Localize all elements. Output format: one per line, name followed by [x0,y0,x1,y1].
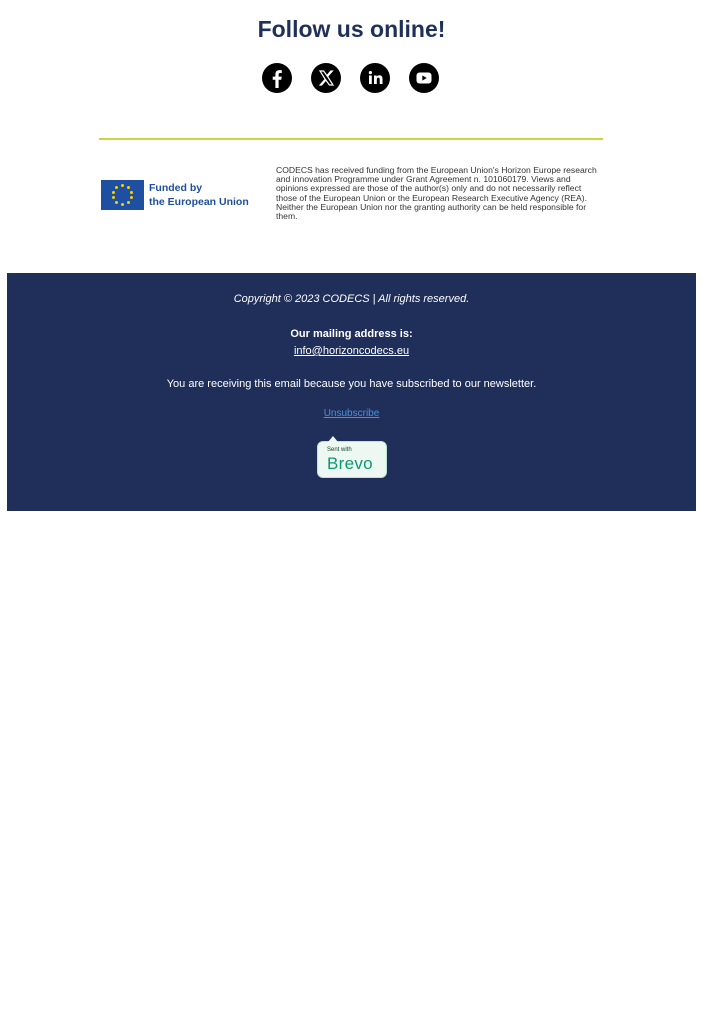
linkedin-icon[interactable] [360,63,390,93]
footer [7,273,696,511]
follow-title: Follow us online! [257,16,446,42]
mailing-address-label: Our mailing address is: [290,328,413,340]
youtube-icon[interactable] [409,63,439,93]
copyright-text: Copyright © 2023 CODECS | All rights reserved. [233,293,470,305]
eu-logo-line1: Funded by [149,182,203,194]
brevo-sent-label: Sent with [327,447,352,453]
mailing-email [7,345,696,357]
eu-logo-line2: the European Union [149,196,249,208]
brevo-logo-text: Brevo [327,454,373,473]
social-links [262,63,439,93]
email-link[interactable]: info@horizoncodecs.eu [293,345,410,357]
facebook-icon[interactable] [262,63,292,93]
unsubscribe-link[interactable]: Unsubscribe [323,408,380,419]
x-icon[interactable] [311,63,341,93]
eu-logo-text [149,181,249,209]
brevo-tail [328,436,338,442]
eu-funding-logo [101,178,249,212]
brevo-badge[interactable] [317,441,387,478]
subscription-reason: You are receiving this email because you have subscribed to our newsletter. [166,378,537,390]
section-divider [99,138,603,140]
funding-disclaimer: CODECS has received funding from the European Union's Horizon Europe research and innovation Programme under Grant Agreement n. 101060179. Views and opinions expressed are those of the author(s) only and do not necessarily reflect those of the European Union or the European Research Executive Agency (REA). Neither the European Union nor the granting authority can be held responsible for them. [276,165,597,222]
eu-flag-icon [101,180,144,210]
unsubscribe [7,408,696,419]
